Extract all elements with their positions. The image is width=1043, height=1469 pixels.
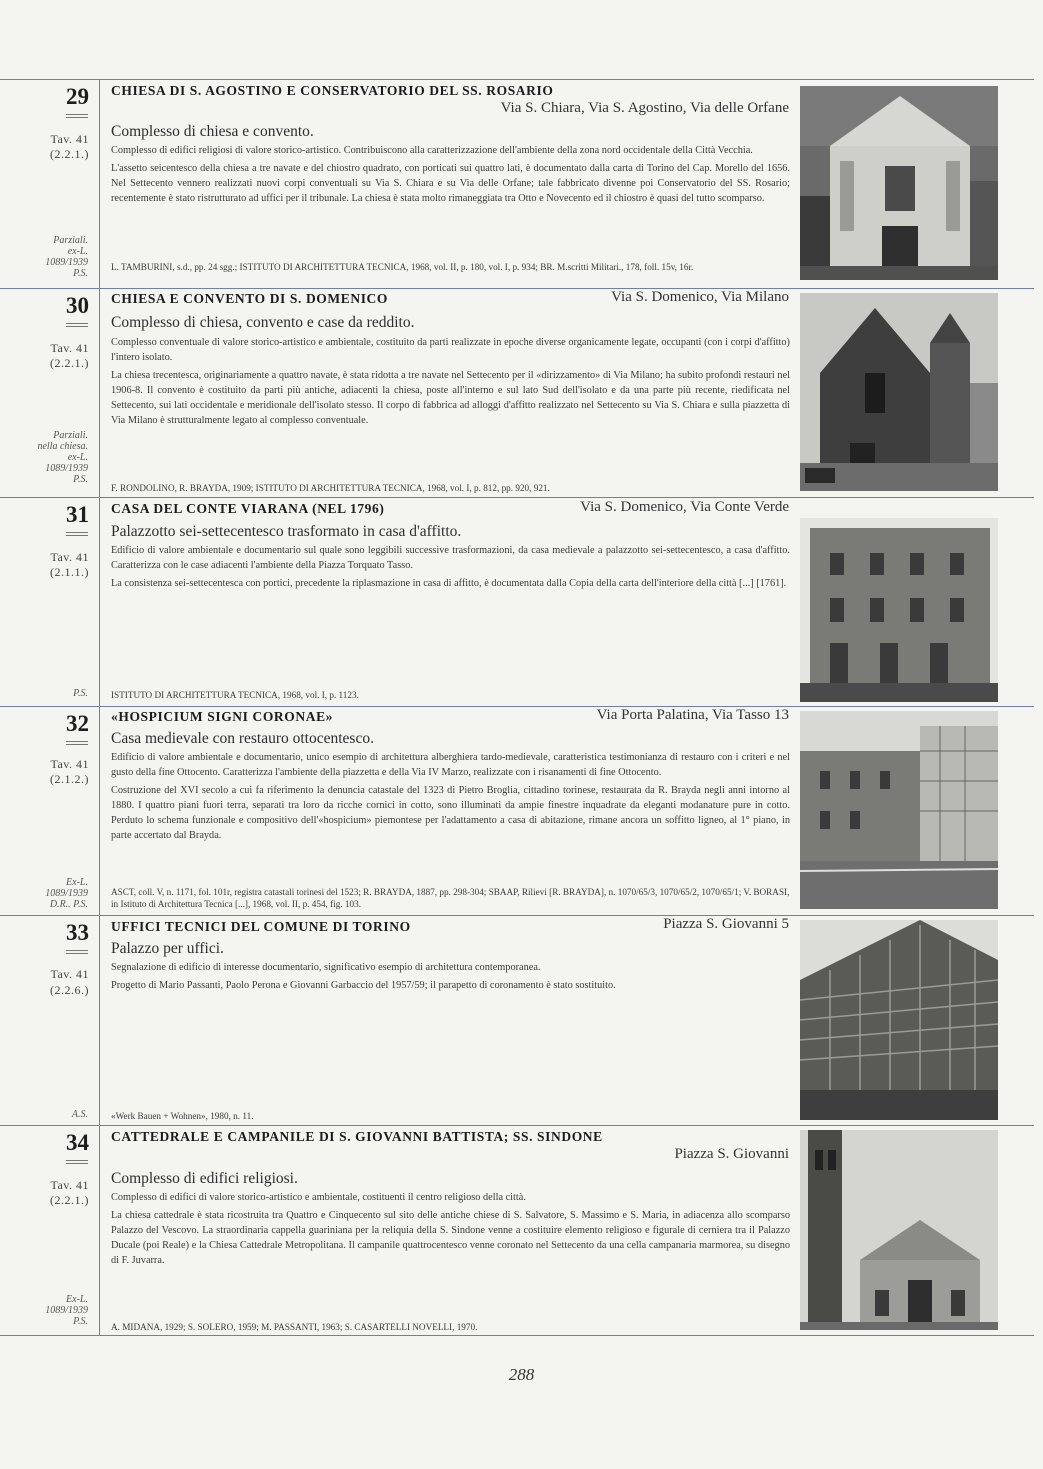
description-paragraph: La chiesa trecentesca, originariamente a quattro navate, è stata ridotta a tre navate nel Settecento per il «dirizzamento» di Via Milano; ha subito profondi restauri nel 1906-8. Il convento è costituito da parti più antiche, adiacenti la chiesa, poste all'interno e sul lato Sud dell'isolato e da una parte più recente, riedificata nel Settecento, sui lati occidentale e meridionale dell'isolato stesso. Il corpo di fabbrica ad alloggi d'affitto realizzato nel Settecento su Via S. Chiara e sulla piazzetta di Via Milano è strutturalmente legato al complesso conventuale. [111,370,790,426]
entry-number: 32 [66,711,89,736]
cathedral-photo [800,1130,998,1330]
entry-bibliography: F. RONDOLINO, R. BRAYDA, 1909; ISTITUTO DI ARCHITETTURA TECNICA, 1968, vol. I, p. 812, pp. 920, 921. [111,483,550,493]
entry-subtitle: Complesso di chiesa e convento. [111,123,314,140]
entry-subtitle: Complesso di edifici religiosi. [111,1170,298,1187]
note-line: Parziali. [53,235,88,246]
description-paragraph: Complesso di edifici religiosi di valore storico-artistico. Contribuiscono alla caratterizzazione dell'ambiente della zona nord occidentale della Città Vecchia. [111,145,753,156]
protection-note [0,430,88,485]
tav-ref: Tav. 41 [50,132,89,146]
entry-bibliography: ASCT, coll. V, n. 1171, fol. 101r, registra catastali torinesi del 1523; R. BRAYDA, 1887, pp. 298-304; SBAAP, Rilievi [R. BRAYDA], n. 1070/65/3, 1070/65/2, 1070/65/1; V. BORASI, in Istituto di Architettura Tecnica [...], 1968, vol. II, p. 454, fig. 103. [111,887,790,909]
entry-description [111,335,790,428]
protection-note [0,1109,88,1120]
description-paragraph: La consistenza sei-settecentesca con portici, precedente la riplasmazione in casa di affitto, è documentata dalla Copia della carta dell'interiore della città [...] [1761]. [111,578,787,589]
entry-address: Via S. Domenico, Via Conte Verde [580,499,789,515]
number-underline [66,741,88,745]
protection-note [0,1294,88,1327]
note-line: P.S. [73,688,88,699]
protection-note [0,235,88,279]
category-code: (2.2.1.) [50,147,89,161]
building-photo [800,518,998,702]
entry-description [111,143,790,206]
note-line: P.S. [73,268,88,279]
description-paragraph: Complesso conventuale di valore storico-artistico e ambientale, costituito da parti realizzate in epoche diverse organicamente legate, occupanti (con i corpi d'affitto) l'intero isolato. [111,337,790,363]
entry-description [111,750,790,843]
number-underline [66,532,88,536]
entry-number: 30 [66,293,89,318]
note-line: ex-L. [67,452,88,463]
entry-title: «HOSPICIUM SIGNI CORONAE» [111,709,334,724]
note-line: P.S. [73,474,88,485]
category-code: (2.1.1.) [50,565,89,579]
entry-number: 34 [66,1130,89,1155]
entry-title: CATTEDRALE E CAMPANILE DI S. GIOVANNI BATTISTA; SS. SINDONE [111,1129,603,1144]
entry-subtitle: Palazzotto sei-settecentesco trasformato in casa d'affitto. [111,523,462,540]
note-line: A.S. [71,1109,88,1120]
entry-title: CHIESA E CONVENTO DI S. DOMENICO [111,291,388,306]
description-paragraph: Costruzione del XVI secolo a cui fa riferimento la denuncia catastale del 1323 di Pietro Broglia, cittadino torinese, restaurata da R. Brayda negli anni intorno al 1880. I quattro piani fuori terra, separati tra loro da ricche cornici in cotto, sono illuminati da ampie finestre inquadrate da eleganti modanature pure in cotto. Perduto lo schema funzionale e compositivo dell'«hospicium» piemontese per l'adattamento a casa di abitazione, rimane ancora un soffitto ligneo, al 1° piano, in parte accertato dal Brayda. [111,785,790,841]
note-line: 1089/1939 [45,257,88,268]
number-underline [66,1160,88,1164]
note-line: ex-L. [67,246,88,257]
entry-subtitle: Palazzo per uffici. [111,940,224,957]
entry-number: 29 [66,84,89,109]
tav-ref: Tav. 41 [50,967,89,981]
entry-address: Via S. Domenico, Via Milano [611,289,789,305]
note-line: Ex-L. [66,877,88,888]
entry-address: Piazza S. Giovanni [674,1146,789,1162]
entry-address: Piazza S. Giovanni 5 [663,916,789,932]
note-line: P.S. [73,1316,88,1327]
entry-title: CHIESA DI S. AGOSTINO E CONSERVATORIO DEL SS. ROSARIO [111,83,554,98]
entry-subtitle: Casa medievale con restauro ottocentesco. [111,730,374,747]
entry-bibliography: ISTITUTO DI ARCHITETTURA TECNICA, 1968, vol. I, p. 1123. [111,690,359,700]
category-code: (2.2.1.) [50,1193,89,1207]
note-line: 1089/1939 [45,1305,88,1316]
number-underline [66,950,88,954]
note-line: 1089/1939 [45,888,88,899]
entry-bibliography: A. MIDANA, 1929; S. SOLERO, 1959; M. PASSANTI, 1963; S. CASARTELLI NOVELLI, 1970. [111,1322,478,1332]
note-line: Ex-L. [66,1294,88,1305]
protection-note [0,688,88,699]
protection-note [0,877,88,910]
tav-ref: Tav. 41 [50,550,89,564]
entry-description [111,1190,790,1268]
church-photo [800,86,998,280]
entry-34 [0,1126,1034,1336]
tav-ref: Tav. 41 [50,757,89,771]
entry-title: UFFICI TECNICI DEL COMUNE DI TORINO [111,919,411,934]
description-paragraph: La chiesa cattedrale è stata ricostruita tra Quattro e Cinquecento sul sito delle antiche chiese di S. Salvatore, S. Massimo e S. Maria, in adiacenza allo scomparso Palazzo del Vescovo. La straordinaria cappella guariniana per la reliquia della S. Sindone venne a costituire elemento religioso e figurale di cerniera tra il Palazzo Ducale (poi Reale) e la Chiesa Cattedrale Metropolitana. Il campanile quattrocentesco venne coronato nel Settecento da una cella campanaria marmorea, su disegno di F. Juvarra. [111,1210,790,1266]
entry-description [111,960,790,993]
description-paragraph: Segnalazione di edificio di interesse documentario, significativo esempio di architettura contemporanea. [111,962,541,973]
entry-subtitle: Complesso di chiesa, convento e case da reddito. [111,314,415,331]
church-photo [800,293,998,491]
category-code: (2.2.6.) [50,983,89,997]
building-photo [800,711,998,909]
category-code: (2.1.2.) [50,772,89,786]
entry-29 [0,80,1034,289]
entry-number: 31 [66,502,89,527]
entry-32 [0,707,1034,916]
page-number: 288 [508,1365,535,1384]
note-line: D.R.. P.S. [49,899,88,910]
number-underline [66,323,88,327]
entry-33 [0,916,1034,1126]
note-line: Parziali. [53,430,88,441]
entry-description [111,543,790,591]
description-paragraph: L'assetto seicentesco della chiesa a tre navate e del chiostro quadrato, con porticati sui quattro lati, è documentato dalla carta di Torino del Cap. Morello del 1656. Nel Settecento vennero realizzati nuovi corpi conventuali su Via S. Chiara e su Via delle Orfane; tale fabbricato divenne poi Conservatorio del SS. Rosario; recentemente è stato ristrutturato ad uffici per il tribunale. La chiesa è stata molto rimaneggiata tra Otto e Novecento ed il chiostro è quasi del tutto scomparso. [111,163,790,204]
entry-31 [0,498,1034,707]
entry-number: 33 [66,920,89,945]
entry-title: CASA DEL CONTE VIARANA (NEL 1796) [111,501,385,516]
office-building-photo [800,920,998,1120]
tav-ref: Tav. 41 [50,1178,89,1192]
description-paragraph: Progetto di Mario Passanti, Paolo Perona e Giovanni Garbaccio del 1957/59; il parapetto di coronamento è stato sostituito. [111,980,616,991]
entry-address: Via Porta Palatina, Via Tasso 13 [596,707,789,723]
entry-bibliography: L. TAMBURINI, s.d., pp. 24 sgg.; ISTITUTO DI ARCHITETTURA TECNICA, 1968, vol. II, p. 180, vol. I, p. 934; BR. M.scritti Militari., 178, foll. 15v, 16r. [111,262,694,272]
entry-address: Via S. Chiara, Via S. Agostino, Via delle Orfane [500,100,789,116]
number-underline [66,114,88,118]
description-paragraph: Complesso di edifici di valore storico-artistico e ambientale, costituenti il centro religioso della città. [111,1192,526,1203]
note-line: 1089/1939 [45,463,88,474]
tav-ref: Tav. 41 [50,341,89,355]
entry-30 [0,289,1034,498]
description-paragraph: Edificio di valore ambientale e documentario, unico esempio di architettura alberghiera tardo-medievale, caratteristica testimonianza di restauro con i criteri e nel gusto della fine Ottocento. Caratterizza l'ambiente della piazzetta e della Via IV Marzo, realizzate con i risanamenti di fine Ottocento. [111,752,790,778]
description-paragraph: Edificio di valore ambientale e documentario sul quale sono leggibili successive trasformazioni, da casa medievale a palazzotto sei-settecentesco, a casa d'affitto. Caratterizza con le case adiacenti l'ambiente della Piazza Torquato Tasso. [111,545,790,571]
category-code: (2.2.1.) [50,356,89,370]
entry-bibliography: «Werk Bauen + Wohnen», 1980, n. 11. [111,1111,254,1121]
note-line: nella chiesa. [37,441,88,452]
